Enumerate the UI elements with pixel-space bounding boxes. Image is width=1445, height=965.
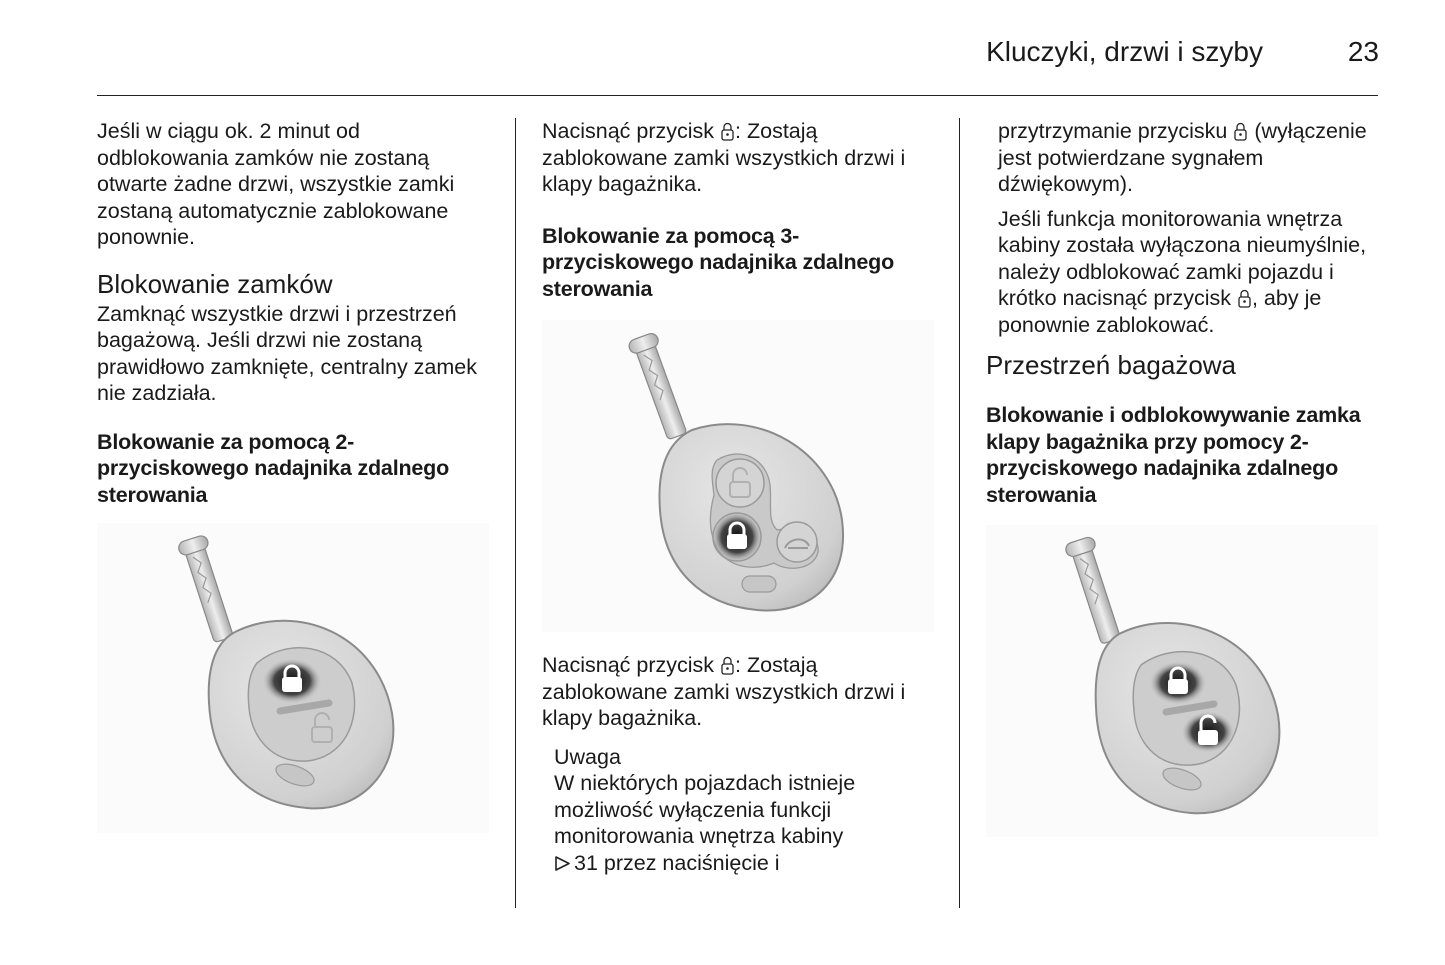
figure-2-button-fob bbox=[97, 523, 489, 833]
subheading-luggage-lock: Blokowanie i odblokowywanie zamka klapy bagażnika przy pomocy 2-przyciskowego nadajnika zdalnego sterowania bbox=[986, 403, 1361, 507]
monitoring-suffix: , aby je ponownie zablokować. bbox=[998, 286, 1322, 337]
note-reference bbox=[554, 850, 940, 877]
locking-paragraph: Zamknąć wszystkie drzwi i przestrzeń bagażową. Jeśli drzwi nie zostaną prawidłowo zamknięte, centralny zamek nie zadziała. bbox=[97, 301, 477, 405]
figure-3-button-fob bbox=[542, 320, 934, 632]
page-number: 23 bbox=[1347, 36, 1379, 67]
lock-instruction-1 bbox=[542, 118, 940, 198]
header-rule bbox=[97, 95, 1378, 96]
note-body: W niektórych pojazdach istnieje możliwość wyłączenia funkcji monitorowania wnętrza kabiny bbox=[554, 771, 856, 848]
note-box bbox=[554, 744, 940, 877]
lock-instruction-1-suffix: : Zostają zablokowane zamki wszystkich drzwi i klapy bagażnika. bbox=[542, 119, 906, 196]
lock-instruction-2-suffix: : Zostają zablokowane zamki wszystkich drzwi i klapy bagażnika. bbox=[542, 653, 906, 730]
column-1 bbox=[97, 118, 492, 833]
continuation-suffix: (wyłączenie jest potwierdzane sygnałem dźwiękowym). bbox=[998, 119, 1367, 196]
column-3 bbox=[986, 118, 1381, 837]
intro-paragraph: Jeśli w ciągu ok. 2 minut od odblokowania zamków nie zostaną otwarte żadne drzwi, wszystkie zamki zostaną automatycznie zablokowane ponownie. bbox=[97, 119, 455, 249]
monitoring-prefix: Jeśli funkcja monitorowania wnętrza kabiny została wyłączona nieumyślnie, należy odblokować zamki pojazdu i krótko nacisnąć przycisk bbox=[998, 206, 1367, 310]
column-divider-2 bbox=[959, 118, 960, 908]
reference-arrow-icon bbox=[554, 855, 571, 872]
padlock-icon bbox=[1238, 289, 1251, 308]
lock-instruction-1-prefix: Nacisnąć przycisk bbox=[542, 119, 715, 143]
section-heading-locking: Blokowanie zamków bbox=[97, 268, 333, 299]
note-title: Uwaga bbox=[554, 744, 621, 769]
padlock-icon bbox=[721, 122, 734, 141]
column-divider-1 bbox=[515, 118, 516, 908]
column-2 bbox=[542, 118, 940, 876]
key-fob-illustration bbox=[986, 525, 1378, 837]
section-heading-luggage: Przestrzeń bagażowa bbox=[986, 350, 1237, 380]
padlock-icon bbox=[721, 656, 734, 675]
key-fob-illustration bbox=[542, 320, 934, 632]
lock-instruction-2-prefix: Nacisnąć przycisk bbox=[542, 653, 715, 677]
continuation-paragraph bbox=[998, 118, 1381, 198]
lock-instruction-2 bbox=[542, 652, 940, 732]
monitoring-paragraph bbox=[998, 206, 1381, 339]
note-reference-text: 31 przez naciśnięcie i bbox=[574, 850, 780, 875]
header-title: Kluczyki, drzwi i szyby bbox=[986, 36, 1263, 67]
subheading-3-button: Blokowanie za pomocą 3-przyciskowego nadajnika zdalnego sterowania bbox=[542, 223, 895, 301]
key-fob-illustration bbox=[97, 523, 489, 833]
figure-luggage-fob bbox=[986, 525, 1378, 837]
padlock-icon bbox=[1234, 122, 1247, 141]
continuation-prefix: przytrzymanie przycisku bbox=[998, 119, 1228, 143]
subheading-2-button: Blokowanie za pomocą 2-przyciskowego nadajnika zdalnego sterowania bbox=[97, 429, 450, 507]
